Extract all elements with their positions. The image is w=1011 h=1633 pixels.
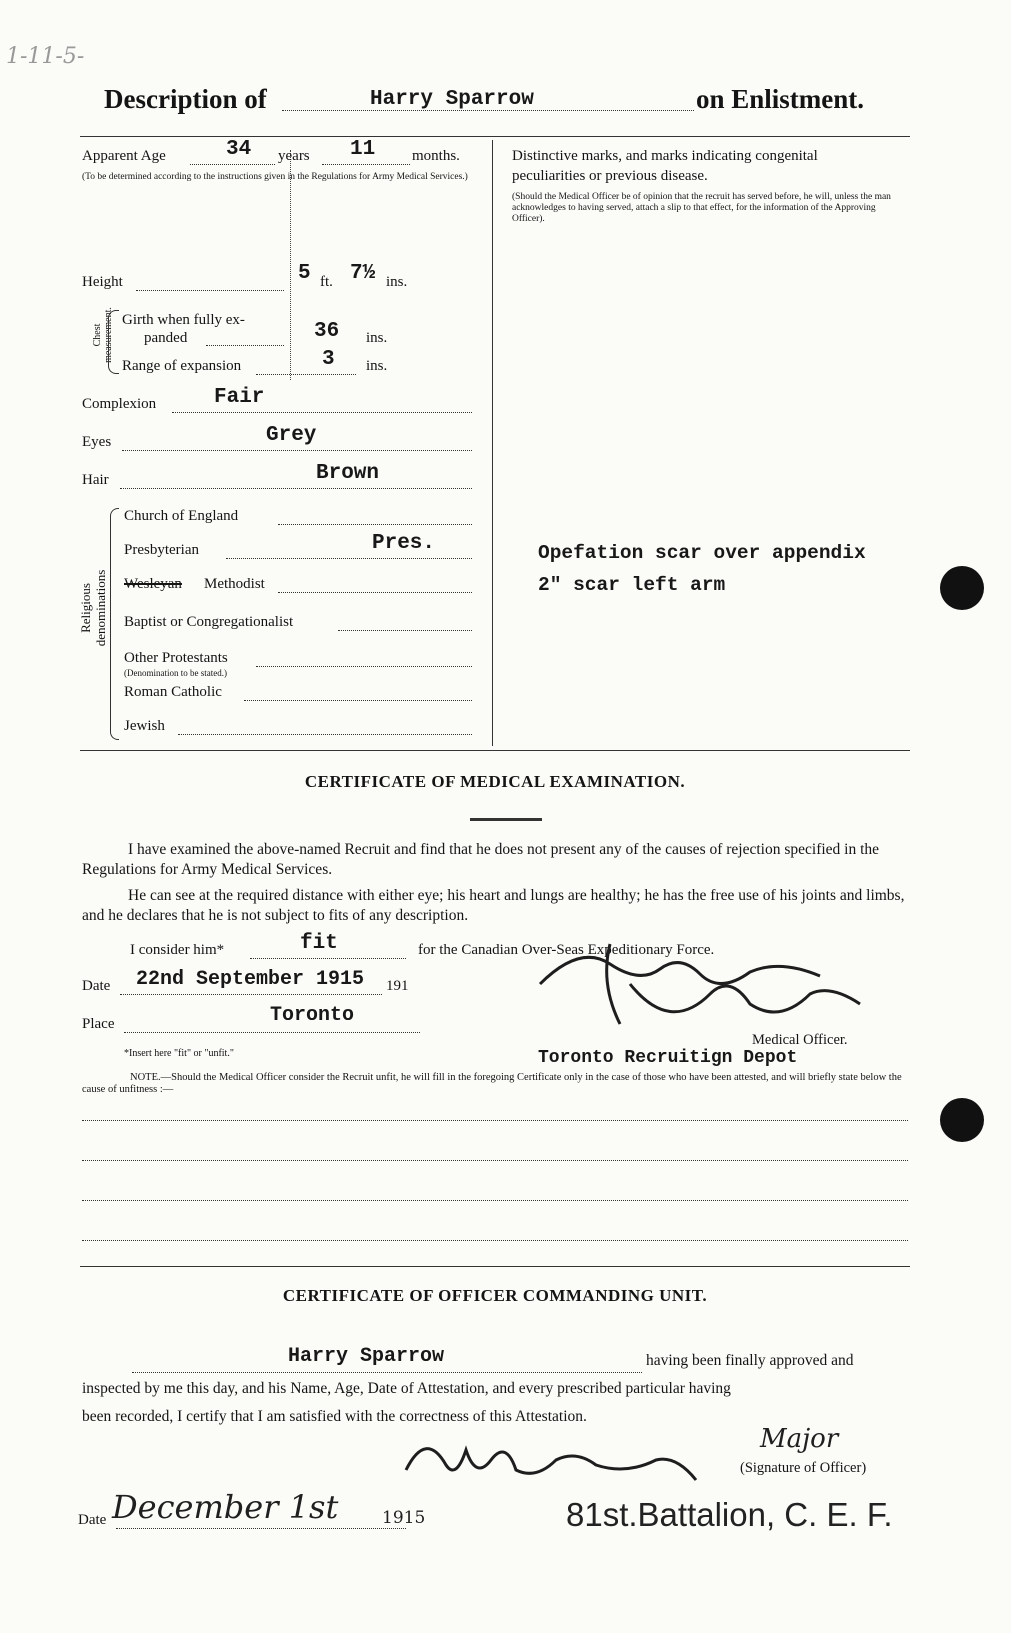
denomination-note: (Denomination to be stated.): [124, 668, 227, 678]
medical-officer-signature: [520, 924, 890, 1044]
baptist-label: Baptist or Congregationalist: [124, 614, 294, 630]
place-label: Place: [82, 1016, 115, 1032]
commanding-heading: CERTIFICATE OF OFFICER COMMANDING UNIT.: [282, 1286, 708, 1305]
officer-rank: Major: [760, 1424, 839, 1454]
girth-dots: [206, 345, 284, 346]
range-value: 3: [322, 348, 335, 371]
medical-date-value: 22nd September 1915: [136, 968, 365, 991]
height-dots: [136, 290, 284, 291]
jewish-label: Jewish: [124, 718, 165, 734]
commanding-date-value: December 1st: [112, 1488, 339, 1526]
girth-label-2: panded: [144, 330, 188, 346]
age-months-value: 11: [350, 138, 376, 161]
place-dots: [124, 1032, 420, 1033]
commanding-paragraph-line-2: inspected by me this day, and his Name, Age, Date of Attestation, and every prescribed particular having: [82, 1380, 731, 1397]
girth-label-1: Girth when fully ex-: [122, 312, 245, 328]
value-column-divider: [290, 150, 291, 380]
church-of-england-label: Church of England: [124, 508, 239, 524]
fit-value: fit: [300, 932, 338, 955]
presbyterian-dots: [226, 558, 472, 559]
depot-stamp: Toronto Recruitign Depot: [538, 1048, 798, 1068]
year-prefix: 191: [386, 978, 409, 994]
unfit-line-4: [82, 1240, 908, 1241]
column-divider: [492, 140, 493, 746]
marks-heading-2: peculiarities or previous disease.: [512, 168, 708, 184]
age-years-value: 34: [226, 138, 252, 161]
months-label: months.: [412, 148, 460, 164]
commanding-year-value: 1915: [382, 1508, 426, 1528]
medical-paragraph-1: I have examined the above-named Recruit and find that he does not present any of the causes of rejection specified in the Regulations for Army Medical Services.: [82, 841, 880, 878]
height-ft-value: 5: [298, 262, 311, 285]
eyes-value: Grey: [266, 424, 317, 447]
complexion-value: Fair: [214, 386, 265, 409]
commanding-officer-signature: [396, 1420, 716, 1490]
church-dots: [278, 524, 472, 525]
chest-label: Chest measurement.: [92, 307, 114, 363]
chest-brace: [108, 310, 119, 374]
jewish-dots: [178, 734, 472, 735]
apparent-age-label: Apparent Age: [82, 148, 166, 164]
unfit-line-1: [82, 1120, 908, 1121]
age-note: (To be determined according to the instructions given in the Regulations for Army Medical Services.): [82, 172, 468, 182]
medical-paragraph-2: He can see at the required distance with either eye; his heart and lungs are healthy; he has the free use of his joints and limbs, and he declares that he is not subject to fits of any description.: [82, 887, 905, 924]
section-rule-1: [80, 750, 910, 751]
hair-label: Hair: [82, 472, 109, 488]
complexion-label: Complexion: [82, 396, 157, 412]
methodist-dots: [278, 592, 472, 593]
range-label: Range of expansion: [122, 358, 242, 374]
commanding-date-dots: [116, 1528, 406, 1529]
force-label: for the Canadian Over-Seas Expeditionary Force.: [418, 942, 715, 958]
title-suffix: on Enlistment.: [696, 84, 865, 114]
section-rule-2: [80, 1266, 910, 1267]
other-protestants-dots: [256, 666, 472, 667]
roman-catholic-label: Roman Catholic: [124, 684, 222, 700]
corner-scribble: 1-11-5-: [6, 44, 85, 69]
presbyterian-label: Presbyterian: [124, 542, 199, 558]
religion-value: Pres.: [372, 532, 436, 555]
top-rule: [80, 136, 910, 137]
height-in-value: 7½: [350, 262, 376, 285]
title-prefix: Description of: [104, 84, 267, 114]
hair-dots: [120, 488, 472, 489]
punch-hole-top: [940, 566, 984, 610]
range-dots: [256, 374, 356, 375]
place-value: Toronto: [270, 1004, 355, 1027]
religion-brace: [110, 508, 119, 740]
fit-dots: [250, 958, 406, 959]
recruit-name: Harry Sparrow: [370, 88, 534, 111]
commanding-recruit-name: Harry Sparrow: [288, 1345, 445, 1368]
marks-note: (Should the Medical Officer be of opinion that the recruit has served before, he will, unless the man acknowledges to having served, attach a slip to that effect, for the information of the Approving Officer).: [512, 192, 891, 224]
marks-heading-1: Distinctive marks, and marks indicating congenital: [512, 148, 818, 164]
religions-label: Religious denominations: [78, 569, 108, 647]
unfit-line-2: [82, 1160, 908, 1161]
insert-note: *Insert here "fit" or "unfit.": [124, 1048, 234, 1059]
height-label: Height: [82, 274, 123, 290]
medical-heading-underline: [470, 818, 542, 821]
hair-value: Brown: [316, 462, 380, 485]
commanding-paragraph-tail: having been finally approved and: [646, 1352, 854, 1369]
complexion-dots: [172, 412, 472, 413]
girth-value: 36: [314, 320, 340, 343]
medical-note: NOTE.—Should the Medical Officer consider the Recruit unfit, he will fill in the foregoing Certificate only in the case of those who have been attested, and will briefly state below the cause of unfitness :—: [82, 1072, 902, 1095]
roman-catholic-dots: [244, 700, 472, 701]
age-years-dots: [190, 164, 275, 165]
wesleyan-struck-label: Wesleyan: [124, 576, 182, 592]
commanding-name-dots: [132, 1372, 642, 1373]
distinctive-mark-1: Opefation scar over appendix: [538, 542, 866, 564]
medical-date-dots: [120, 994, 382, 995]
ft-label: ft.: [320, 274, 333, 290]
commanding-date-label: Date: [78, 1512, 107, 1528]
medical-heading: CERTIFICATE OF MEDICAL EXAMINATION.: [304, 772, 686, 791]
distinctive-mark-2: 2" scar left arm: [538, 574, 726, 596]
baptist-dots: [338, 630, 472, 631]
commanding-paragraph-line-3: been recorded, I certify that I am satisfied with the correctness of this Attestation.: [82, 1408, 587, 1425]
years-label: years: [278, 148, 310, 164]
battalion-stamp: 81st.Battalion, C. E. F.: [566, 1496, 893, 1533]
punch-hole-bottom: [940, 1098, 984, 1142]
ins-label: ins.: [386, 274, 408, 290]
range-unit: ins.: [366, 358, 388, 374]
other-protestants-label: Other Protestants: [124, 650, 228, 666]
medical-officer-title: Medical Officer.: [752, 1032, 848, 1048]
methodist-label: Methodist: [204, 576, 265, 592]
consider-label: I consider him*: [130, 942, 225, 958]
girth-unit: ins.: [366, 330, 388, 346]
signature-label: (Signature of Officer): [740, 1460, 867, 1476]
age-months-dots: [322, 164, 410, 165]
unfit-line-3: [82, 1200, 908, 1201]
eyes-label: Eyes: [82, 434, 112, 450]
medical-date-label: Date: [82, 978, 111, 994]
eyes-dots: [122, 450, 472, 451]
